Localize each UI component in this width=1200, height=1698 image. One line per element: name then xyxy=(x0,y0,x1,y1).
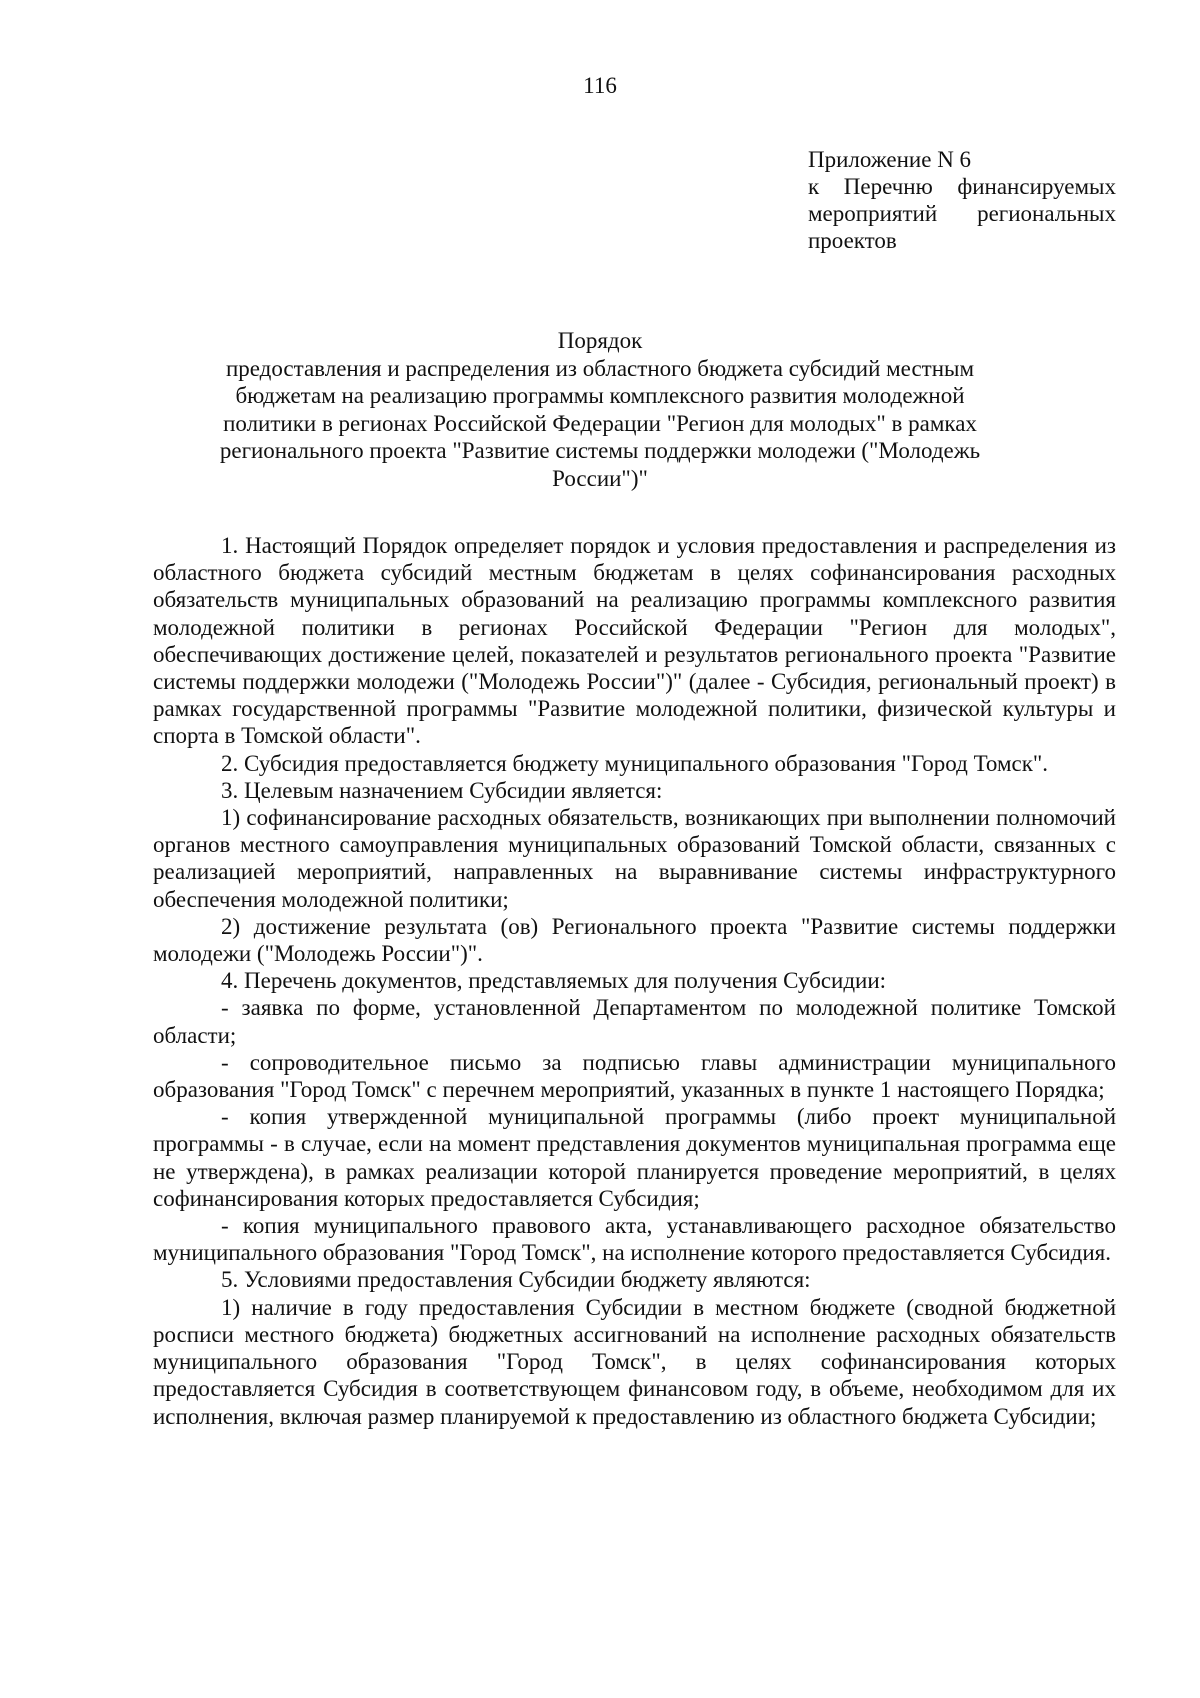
appendix-line: мероприятий региональных xyxy=(808,201,1116,226)
appendix-reference xyxy=(808,146,1116,254)
page-number: 116 xyxy=(583,73,617,98)
appendix-line: Приложение N 6 xyxy=(808,147,972,172)
paragraph: - копия утвержденной муниципальной программы (либо проект муниципальной программы - в случае, если на момент представления документов муниципальная программа еще не утверждена), в рамках реализации которой планируется проведение мероприятий, в целях софинансирования которых предоставляется Субсидия; xyxy=(153,1104,1116,1211)
paragraph: - заявка по форме, установленной Департаментом по молодежной политике Томской области; xyxy=(153,995,1116,1048)
paragraph: 3. Целевым назначением Субсидии является: xyxy=(221,777,663,803)
paragraph: 4. Перечень документов, представляемых для получения Субсидии: xyxy=(221,968,887,994)
paragraph: 5. Условиями предоставления Субсидии бюджету являются: xyxy=(221,1267,811,1293)
title-heading: Порядок xyxy=(557,328,643,353)
appendix-line: к Перечню финансируемых xyxy=(808,174,1116,199)
paragraph: 1. Настоящий Порядок определяет порядок и условия предоставления и распределения из областного бюджета субсидий местным бюджетам в целях софинансирования расходных обязательств муниципальных образований на реализацию программы комплексного развития молодежной политики в регионах Российской Федерации "Регион для молодых", обеспечивающих достижение целей, показателей и результатов регионального проекта "Развитие системы поддержки молодежи ("Молодежь России")" (далее - Субсидия, региональный проект) в рамках государственной программы "Развитие молодежной политики, физической культуры и спорта в Томской области". xyxy=(153,533,1116,749)
appendix-line: проектов xyxy=(808,228,897,253)
document-body xyxy=(153,532,1116,1430)
document-title xyxy=(200,327,1000,492)
paragraph: 1) софинансирование расходных обязательств, возникающих при выполнении полномочий органов местного самоуправления муниципальных образований Томской области, связанных с реализацией мероприятий, направленных на выравнивание системы инфраструктурного обеспечения молодежной политики; xyxy=(153,805,1116,912)
paragraph: - копия муниципального правового акта, устанавливающего расходное обязательство муниципального образования "Город Томск", на исполнение которого предоставляется Субсидия. xyxy=(153,1213,1116,1266)
paragraph: 1) наличие в году предоставления Субсидии в местном бюджете (сводной бюджетной росписи местного бюджета) бюджетных ассигнований на исполнение расходных обязательств муниципального образования "Город Томск", в целях софинансирования которых предоставляется Субсидия в соответствующем финансовом году, в объеме, необходимом для их исполнения, включая размер планируемой к предоставлению из областного бюджета Субсидии; xyxy=(153,1294,1116,1429)
paragraph: 2. Субсидия предоставляется бюджету муниципального образования "Город Томск". xyxy=(221,750,1049,776)
paragraph: 2) достижение результата (ов) Регионального проекта "Развитие системы поддержки молодежи ("Молодежь России")". xyxy=(153,913,1116,967)
title-subtitle: предоставления и распределения из областного бюджета субсидий местным бюджетам на реализацию программы комплексного развития молодежной политики в регионах Российской Федерации "Регион для молодых" в рамках регионального проекта "Развитие системы поддержки молодежи ("Молодежь России")" xyxy=(219,355,981,491)
paragraph: - сопроводительное письмо за подписью главы администрации муниципального образования "Город Томск" с перечнем мероприятий, указанных в пункте 1 настоящего Порядка; xyxy=(153,1049,1116,1103)
